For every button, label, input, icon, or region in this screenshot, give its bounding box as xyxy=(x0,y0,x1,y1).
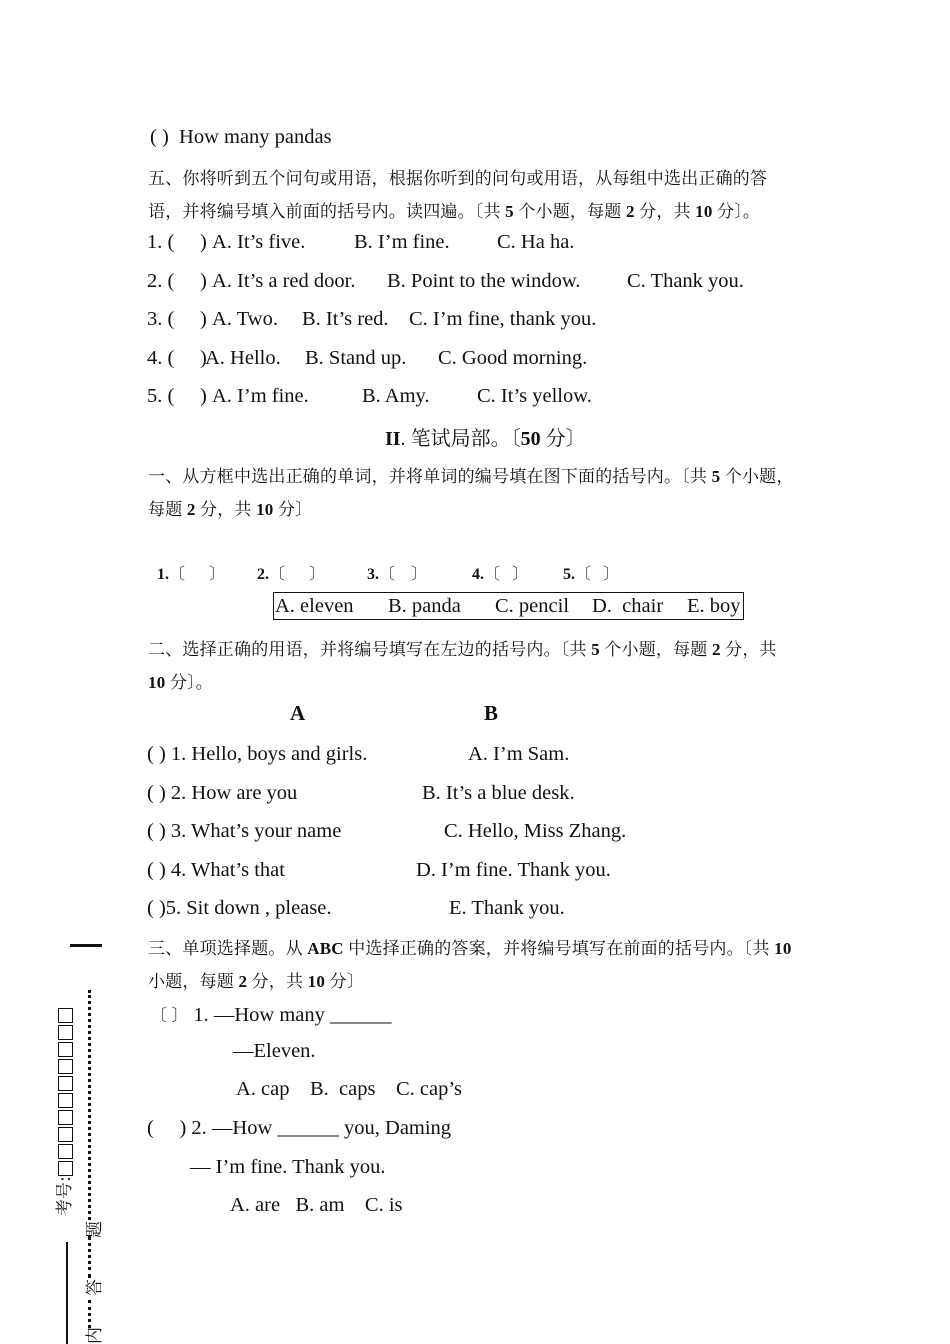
mc-answer-2: — I’m fine. Thank you. xyxy=(190,1156,386,1178)
margin-dotted-line-middle xyxy=(88,1236,91,1278)
word-option: C. pencil xyxy=(495,595,570,617)
option-a: A. It’s five. xyxy=(212,231,306,253)
margin-dotted-line-upper xyxy=(88,990,91,1220)
match-left-1: ( ) 1. Hello, boys and girls. xyxy=(147,743,368,765)
mc-options-2: A. are B. am C. is xyxy=(230,1194,403,1216)
writing-2-instruction-line1: 二、选择正确的用语，并将编号填写在左边的括号内。〔共 5 个小题，每题 2 分，共 xyxy=(148,640,777,659)
margin-dash xyxy=(70,944,102,947)
option-b: B. It’s red. xyxy=(302,308,389,330)
item-number: 4. ( ) xyxy=(147,347,207,369)
margin-char-da: 答 xyxy=(85,1279,105,1296)
item-number: 1. ( ) xyxy=(147,231,207,253)
question-text: 1. —How many ______ xyxy=(193,1004,392,1026)
option-b: B. I’m fine. xyxy=(354,231,450,253)
listening-item-2 xyxy=(147,270,847,298)
match-right-1: A. I’m Sam. xyxy=(468,743,570,765)
section-5-instruction-line2: 语，并将编号填入前面的括号内。读四遍。〔共 5 个小题，每题 2 分，共 10 分〕。 xyxy=(148,202,761,221)
item-number: 2. ( ) xyxy=(147,270,207,292)
option-b: B. Stand up. xyxy=(305,347,407,369)
word-option: B. panda xyxy=(388,595,461,617)
question-text: How many pandas xyxy=(179,126,332,148)
margin-char-ti: 题 xyxy=(85,1221,105,1238)
section-5-instruction-line1: 五、你将听到五个问句或用语，根据你听到的问句或用语，从每组中选出正确的答 xyxy=(148,169,768,188)
answer-paren: ( ) xyxy=(150,126,169,148)
word-box-items xyxy=(275,595,745,621)
picture-blanks-row xyxy=(157,561,677,583)
question-text: 2. —How ______ you, Daming xyxy=(191,1117,452,1139)
exam-number-label: 考号: xyxy=(50,1006,75,1216)
match-left-4: ( ) 4. What’s that xyxy=(147,859,285,881)
writing-1-instruction-line1: 一、从方框中选出正确的单词，并将单词的编号填在图下面的括号内。〔共 5 个小题， xyxy=(148,467,794,486)
match-right-5: E. Thank you. xyxy=(449,897,565,919)
option-b: B. Point to the window. xyxy=(387,270,581,292)
item-number: 3. ( ) xyxy=(147,308,207,330)
writing-1-instruction-line2: 每题 2 分，共 10 分〕 xyxy=(148,500,313,519)
word-option: A. eleven xyxy=(275,595,354,617)
blank-4: 4.〔 〕 xyxy=(472,566,529,583)
mc-question-1 xyxy=(150,1001,392,1027)
match-left-3: ( ) 3. What’s your name xyxy=(147,820,342,842)
margin-vertical-line xyxy=(66,1242,68,1344)
option-a: A. I’m fine. xyxy=(212,385,309,407)
word-option: E. boy xyxy=(687,595,741,617)
option-a: A. It’s a red door. xyxy=(212,270,356,292)
option-a: A. Hello. xyxy=(205,347,281,369)
mc-answer-1: —Eleven. xyxy=(233,1040,316,1062)
mc-options-1: A. cap B. caps C. cap’s xyxy=(236,1078,463,1100)
exam-number-boxes xyxy=(55,1006,75,1176)
blank-2: 2.〔 〕 xyxy=(257,566,326,583)
answer-paren: ( ) xyxy=(147,1117,187,1139)
listening-item-1 xyxy=(147,231,847,259)
word-option: D. chair xyxy=(592,595,664,617)
match-right-2: B. It’s a blue desk. xyxy=(422,782,575,804)
match-right-3: C. Hello, Miss Zhang. xyxy=(444,820,627,842)
option-c: C. Thank you. xyxy=(627,270,744,292)
option-a: A. Two. xyxy=(212,308,278,330)
listening-item-5 xyxy=(147,385,847,413)
option-b: B. Amy. xyxy=(362,385,430,407)
blank-5: 5.〔 〕 xyxy=(563,566,620,583)
margin-char-nei: 内 xyxy=(85,1327,105,1344)
answer-paren: 〔 〕 xyxy=(150,1006,189,1025)
writing-3-instruction-line2: 小题，每题 2 分，共 10 分〕 xyxy=(148,972,364,991)
writing-2-instruction-line2: 10 分〕。 xyxy=(148,673,213,692)
column-a-heading: A xyxy=(290,701,306,725)
match-left-2: ( ) 2. How are you xyxy=(147,782,298,804)
option-c: C. I’m fine, thank you. xyxy=(409,308,597,330)
blank-3: 3.〔 〕 xyxy=(367,566,428,583)
writing-3-instruction-line1: 三、单项选择题。从 ABC 中选择正确的答案，并将编号填写在前面的括号内。〔共 10 xyxy=(148,939,792,958)
option-c: C. Good morning. xyxy=(438,347,588,369)
top-question xyxy=(150,126,332,149)
option-c: C. Ha ha. xyxy=(497,231,575,253)
item-number: 5. ( ) xyxy=(147,385,207,407)
option-c: C. It’s yellow. xyxy=(477,385,592,407)
blank-1: 1.〔 〕 xyxy=(157,566,226,583)
column-b-heading: B xyxy=(484,701,499,725)
match-right-4: D. I’m fine. Thank you. xyxy=(416,859,611,881)
mc-question-2 xyxy=(147,1117,451,1140)
listening-item-4 xyxy=(147,347,847,375)
section-2-heading: II. 笔试局部。〔50 分〕 xyxy=(385,428,586,450)
match-left-5: ( )5. Sit down , please. xyxy=(147,897,332,919)
margin-dotted-line-lower xyxy=(88,1300,91,1328)
listening-item-3 xyxy=(147,308,847,336)
